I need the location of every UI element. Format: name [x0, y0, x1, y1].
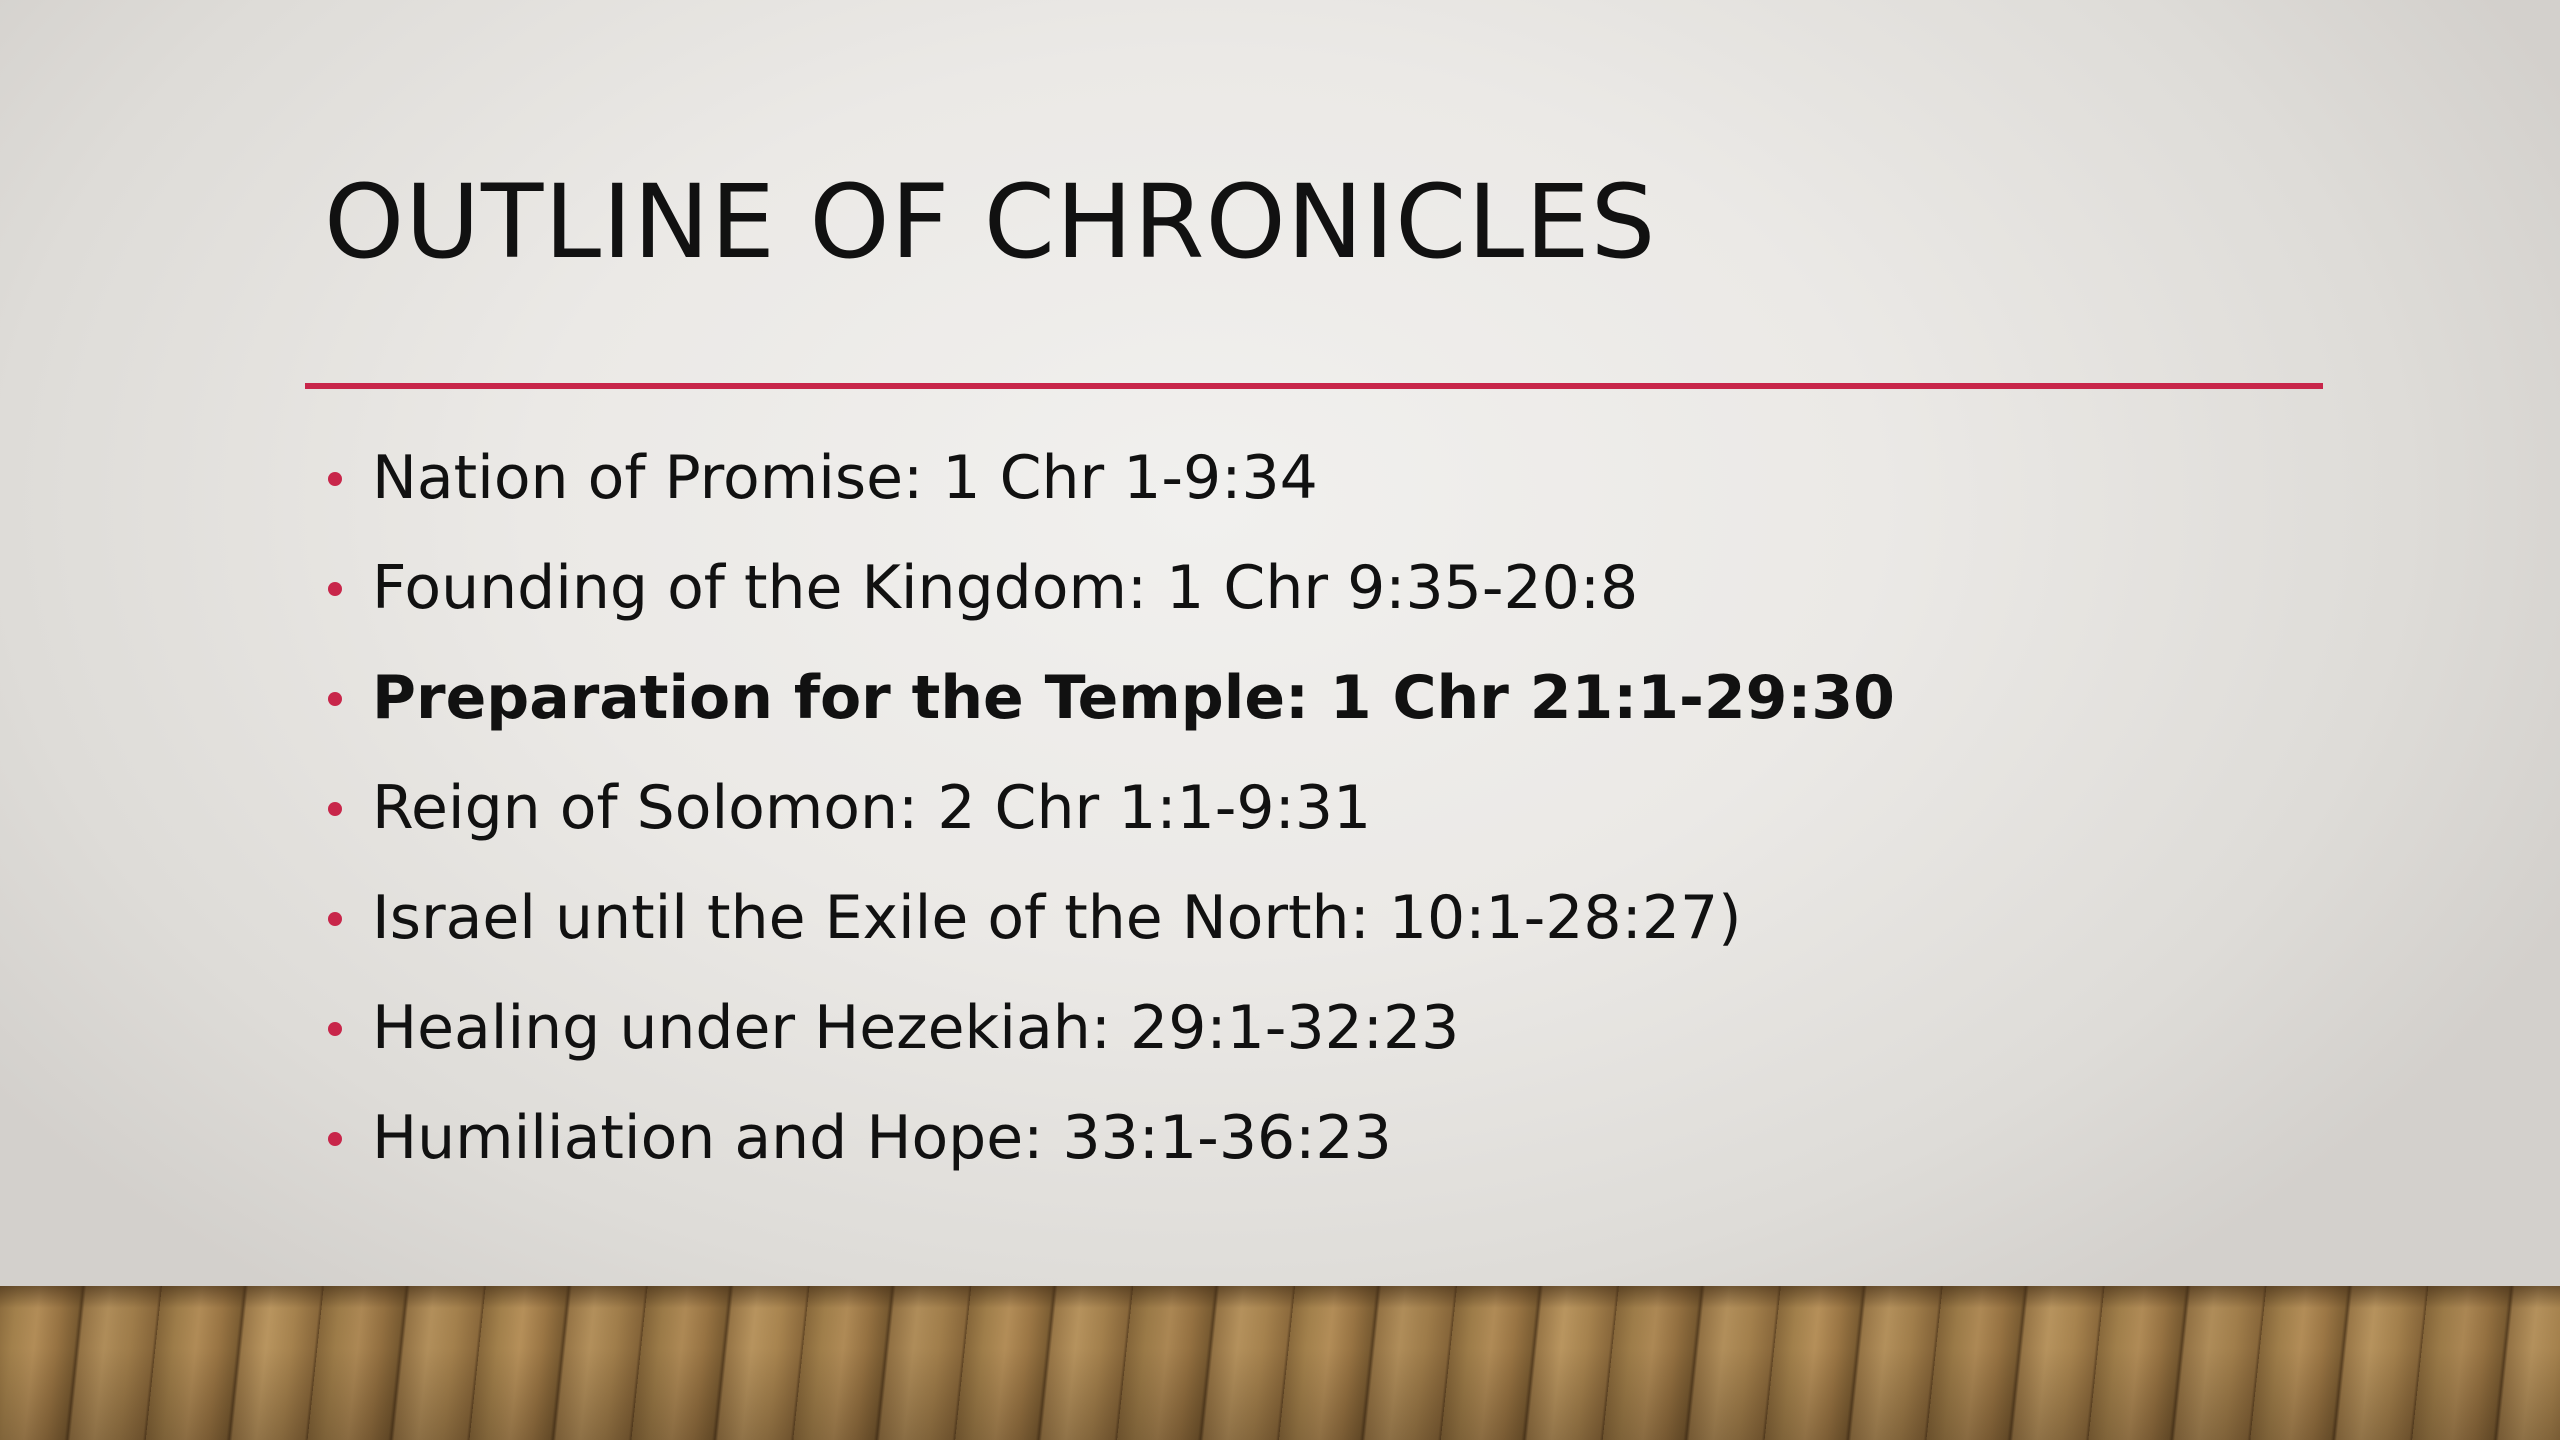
bullet-icon: [328, 582, 342, 596]
title-divider: [305, 383, 2323, 389]
outline-item-text: Founding of the Kingdom: 1 Chr 9:35-20:8: [372, 553, 1639, 623]
bullet-icon: [328, 692, 342, 706]
outline-item-text: Israel until the Exile of the North: 10:1-28:27): [372, 883, 1742, 953]
bullet-icon: [328, 1132, 342, 1146]
outline-list: [324, 437, 1895, 1207]
outline-item-text: Preparation for the Temple: 1 Chr 21:1-29:30: [372, 663, 1895, 733]
outline-item: [324, 1097, 1895, 1207]
bullet-icon: [328, 802, 342, 816]
outline-item-text: Humiliation and Hope: 33:1-36:23: [372, 1103, 1392, 1173]
bullet-icon: [328, 1022, 342, 1036]
outline-item-highlighted: [324, 657, 1895, 767]
bullet-icon: [328, 472, 342, 486]
outline-item: [324, 987, 1895, 1097]
outline-item-text: Healing under Hezekiah: 29:1-32:23: [372, 993, 1460, 1063]
outline-item: [324, 767, 1895, 877]
outline-item-text: Nation of Promise: 1 Chr 1-9:34: [372, 443, 1318, 513]
slide-title: OUTLINE OF CHRONICLES: [324, 163, 1657, 282]
outline-item: [324, 877, 1895, 987]
wood-floor-shading: [0, 1286, 2560, 1440]
outline-item: [324, 437, 1895, 547]
outline-item-text: Reign of Solomon: 2 Chr 1:1-9:31: [372, 773, 1372, 843]
bullet-icon: [328, 912, 342, 926]
outline-item: [324, 547, 1895, 657]
